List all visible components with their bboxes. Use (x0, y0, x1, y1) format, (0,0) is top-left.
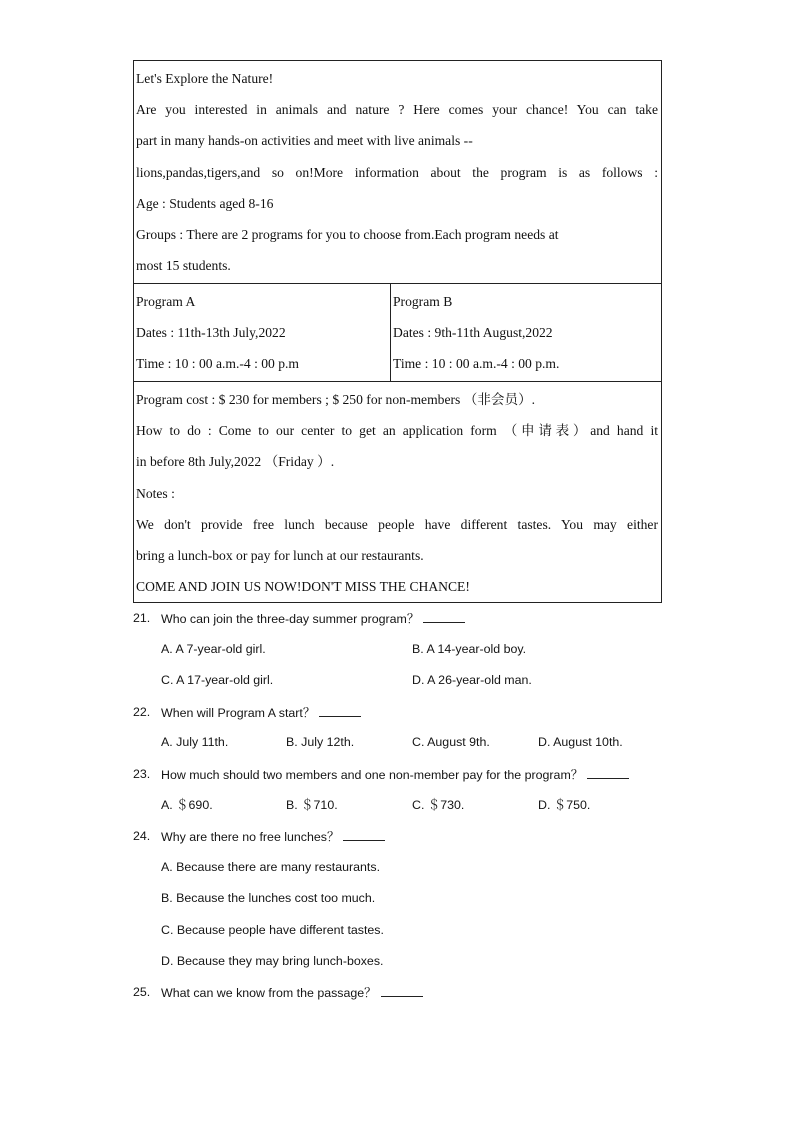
question-number: 21. (133, 611, 151, 625)
notes-heading: Notes : (136, 485, 175, 501)
option-a[interactable]: A. ＄690. (161, 798, 213, 812)
intro-line: most 15 students. (136, 258, 231, 274)
option-c[interactable]: C. A 17-year-old girl. (161, 673, 274, 687)
option-b[interactable]: B. A 14-year-old boy. (412, 642, 527, 656)
question-number: 23. (133, 767, 151, 781)
question-text: What can we know from the passage？ (161, 986, 377, 1000)
option-c[interactable]: C. August 9th. (412, 735, 490, 749)
question-text: How much should two members and one non-member pay for the program？ (161, 768, 584, 782)
call-to-action: COME AND JOIN US NOW!DON'T MISS THE CHANCE! (136, 579, 470, 595)
notice-table (133, 60, 662, 603)
question-text: Who can join the three-day summer program？ (161, 612, 420, 626)
option-c[interactable]: C. Because people have different tastes. (161, 923, 384, 937)
question-text: When will Program A start？ (161, 706, 316, 720)
groups-line: Groups : There are 2 programs for you to choose from.Each program needs at (136, 226, 559, 242)
cost-line: Program cost : $ 230 for members ; $ 250 for non-members （非会员）. (136, 392, 536, 407)
option-d[interactable]: D. August 10th. (538, 735, 623, 749)
program-a-title: Program A (136, 294, 196, 309)
answer-blank[interactable] (319, 704, 361, 717)
program-a-cell (134, 284, 391, 382)
how-to-line: How to do : Come to our center to get an application form （申请表）and hand it (136, 423, 658, 439)
option-d[interactable]: D. A 26-year-old man. (412, 673, 532, 687)
option-b[interactable]: B. July 12th. (286, 735, 355, 749)
option-a[interactable]: A. Because there are many restaurants. (161, 860, 381, 874)
option-a[interactable]: A. July 11th. (161, 735, 229, 749)
question-number: 25. (133, 985, 151, 999)
option-c[interactable]: C. ＄730. (412, 798, 465, 812)
question-number: 24. (133, 829, 151, 843)
intro-line: part in many hands-on activities and meet with live animals -- (136, 133, 473, 149)
age-line: Age : Students aged 8-16 (136, 195, 274, 211)
program-a-time: Time : 10 : 00 a.m.-4 : 00 p.m (136, 356, 300, 372)
answer-blank[interactable] (587, 766, 629, 779)
intro-section (134, 61, 662, 284)
option-d[interactable]: D. ＄750. (538, 798, 591, 812)
answer-blank[interactable] (423, 610, 465, 623)
intro-line: Are you interested in animals and nature ? Here comes your chance! You can take (136, 102, 658, 118)
program-b-time: Time : 10 : 00 a.m.-4 : 00 p.m. (393, 356, 560, 372)
option-b[interactable]: B. Because the lunches cost too much. (161, 891, 376, 905)
question-text: Why are there no free lunches？ (161, 830, 340, 844)
option-b[interactable]: B. ＄710. (286, 798, 338, 812)
deadline-line: in before 8th July,2022 （Friday ）. (136, 454, 335, 470)
intro-line: lions,pandas,tigers,and so on!More information about the program is as follows : (136, 164, 658, 180)
details-section (134, 382, 662, 603)
notice-title: Let's Explore the Nature! (136, 71, 274, 86)
notes-line: We don't provide free lunch because people have different tastes. You may either (136, 516, 658, 532)
answer-blank[interactable] (381, 984, 423, 997)
program-b-dates: Dates : 9th-11th August,2022 (393, 325, 553, 341)
answer-blank[interactable] (343, 828, 385, 841)
option-a[interactable]: A. A 7-year-old girl. (161, 642, 266, 656)
program-b-title: Program B (393, 294, 453, 309)
program-b-cell (391, 284, 662, 382)
notes-line: bring a lunch-box or pay for lunch at our restaurants. (136, 547, 424, 563)
program-a-dates: Dates : 11th-13th July,2022 (136, 325, 286, 341)
option-d[interactable]: D. Because they may bring lunch-boxes. (161, 954, 384, 968)
question-number: 22. (133, 705, 151, 719)
